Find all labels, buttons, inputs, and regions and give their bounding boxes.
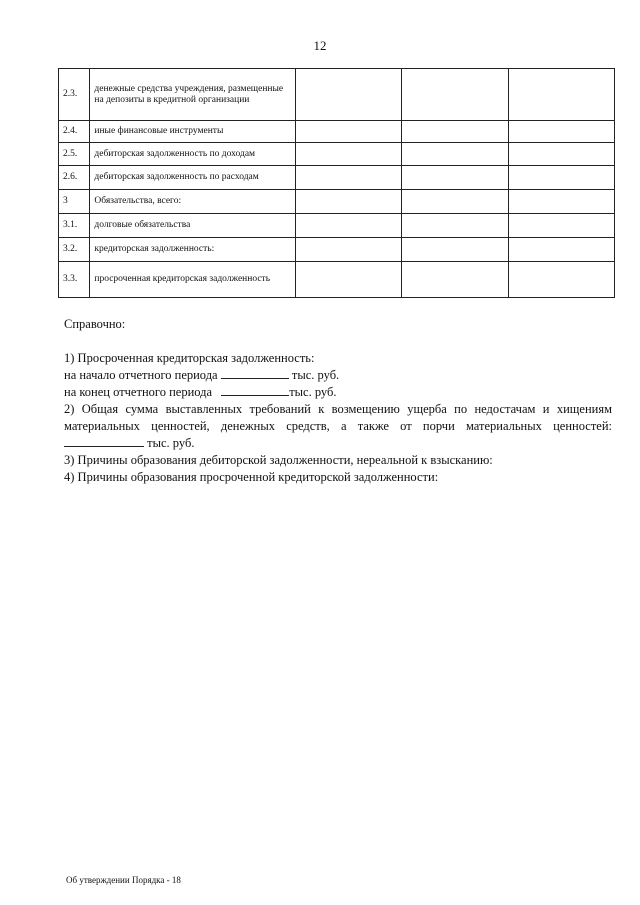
value-cell-2[interactable] [402,69,508,121]
table-row [59,262,615,298]
note-2-blank[interactable] [64,435,144,447]
page-number: 12 [313,38,327,53]
value-cell-1[interactable] [295,214,401,238]
value-cell-1[interactable] [295,262,401,298]
row-label: иные финансовые инструменты [90,121,296,143]
table-row [59,143,615,166]
financial-table [58,68,615,298]
note-1-start [64,367,612,384]
value-cell-3[interactable] [508,121,614,143]
note-1-end-blank[interactable] [221,384,289,396]
value-cell-1[interactable] [295,190,401,214]
row-label: просроченная кредиторская задолженность [90,262,296,298]
value-cell-1[interactable] [295,143,401,166]
note-1-end-label: на конец отчетного периода [64,385,213,399]
row-label: кредиторская задолженность: [90,238,296,262]
table-row [59,238,615,262]
value-cell-3[interactable] [508,214,614,238]
note-2-amount [64,435,612,452]
row-number: 2.3. [59,69,90,121]
note-1-title: 1) Просроченная кредиторская задолженность: [64,351,315,365]
table-row [59,69,615,121]
value-cell-1[interactable] [295,166,401,190]
value-cell-3[interactable] [508,262,614,298]
row-number: 2.5. [59,143,90,166]
row-number: 3 [59,190,90,214]
value-cell-2[interactable] [402,143,508,166]
table-row [59,190,615,214]
note-4: 4) Причины образования просроченной кредиторской задолженности: [64,470,439,484]
note-1-end [64,384,612,401]
value-cell-2[interactable] [402,121,508,143]
row-label: Обязательства, всего: [90,190,296,214]
value-cell-3[interactable] [508,69,614,121]
value-cell-3[interactable] [508,166,614,190]
value-cell-2[interactable] [402,166,508,190]
note-1-start-label: на начало отчетного периода [64,368,218,382]
table-row [59,214,615,238]
row-label: дебиторская задолженность по расходам [90,166,296,190]
note-2-unit: тыс. руб. [147,436,195,450]
row-number: 3.2. [59,238,90,262]
value-cell-3[interactable] [508,238,614,262]
notes-section [64,316,612,486]
value-cell-2[interactable] [402,262,508,298]
table-row [59,121,615,143]
value-cell-2[interactable] [402,214,508,238]
value-cell-2[interactable] [402,190,508,214]
note-2-line-2: материальных ценностей, денежных средств, а также от порчи материальных ценностей: [64,419,612,433]
notes-heading: Справочно: [64,317,126,331]
value-cell-2[interactable] [402,238,508,262]
footer-text: Об утверждении Порядка - 18 [66,875,181,885]
value-cell-1[interactable] [295,121,401,143]
note-1-end-unit: тыс. руб. [289,385,337,399]
row-number: 3.1. [59,214,90,238]
value-cell-3[interactable] [508,190,614,214]
note-1-start-unit: тыс. руб. [291,368,340,382]
row-number: 2.4. [59,121,90,143]
table-row [59,166,615,190]
value-cell-1[interactable] [295,238,401,262]
row-label: долговые обязательства [90,214,296,238]
row-number: 2.6. [59,166,90,190]
note-3: 3) Причины образования дебиторской задолженности, нереальной к взысканию: [64,453,493,467]
note-2-line-1: 2) Общая сумма выставленных требований к возмещению ущерба по недостачам и хищениям [64,402,612,416]
row-label: дебиторская задолженность по доходам [90,143,296,166]
value-cell-1[interactable] [295,69,401,121]
row-label: денежные средства учреждения, размещенные на депозиты в кредитной организации [90,69,296,121]
value-cell-3[interactable] [508,143,614,166]
note-1-start-blank[interactable] [221,367,289,379]
row-number: 3.3. [59,262,90,298]
